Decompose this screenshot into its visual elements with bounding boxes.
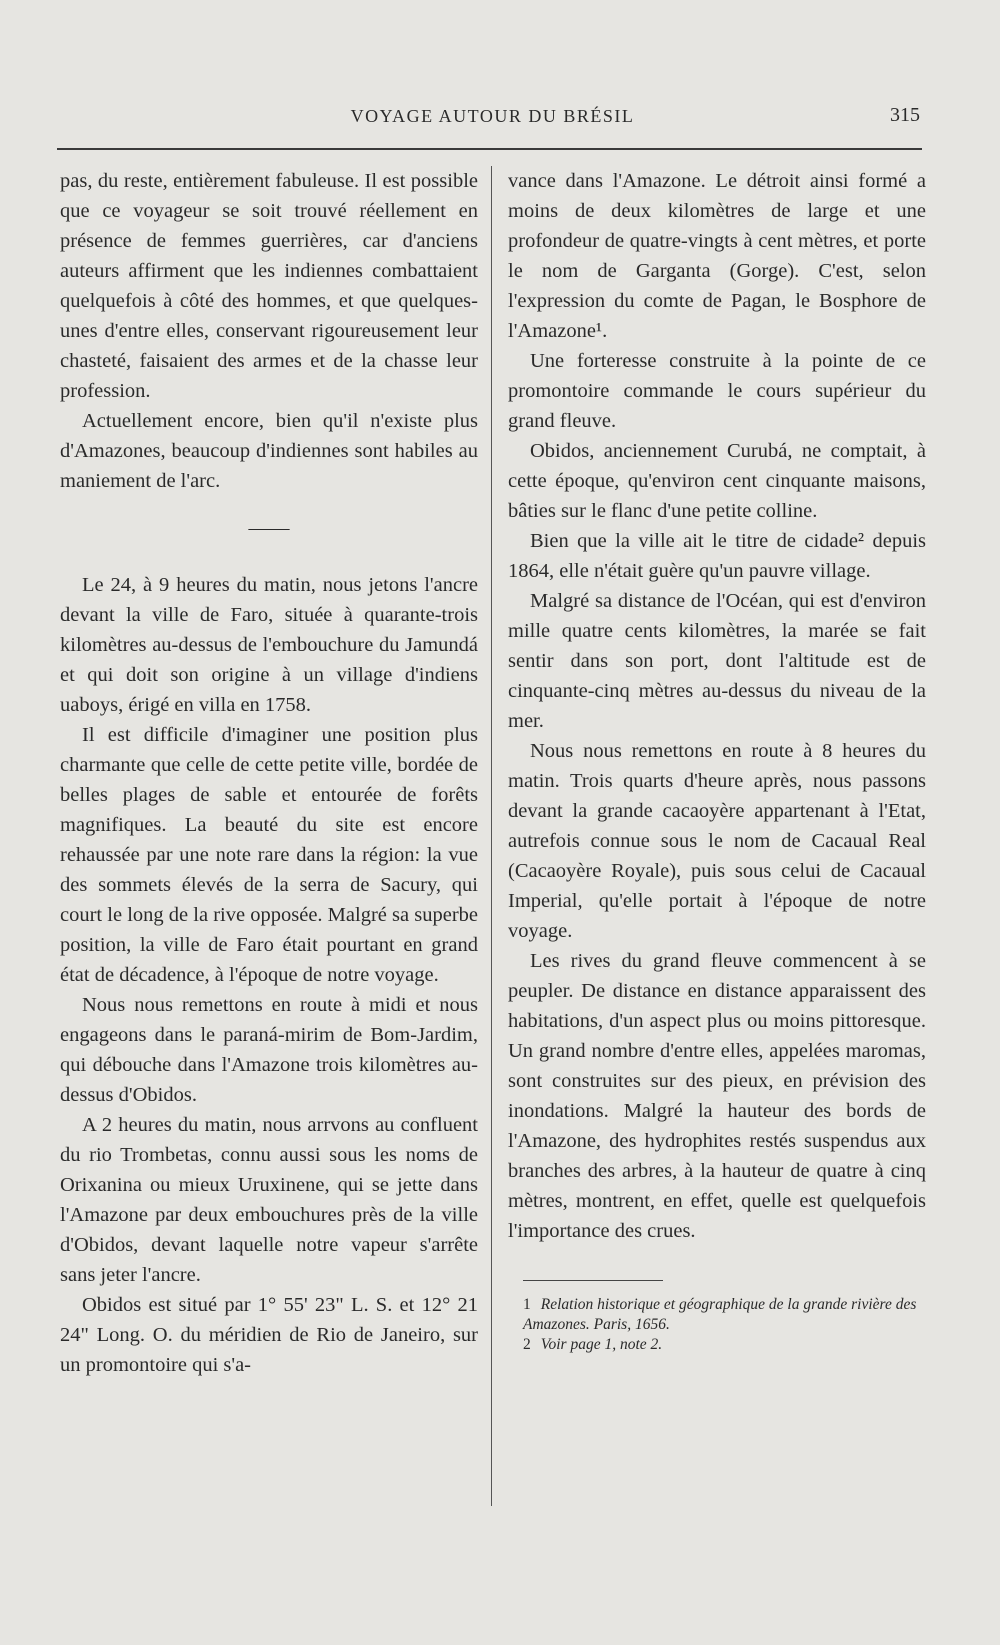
paragraph: Les rives du grand fleuve commencent à se peupler. De distance en distance apparaissent des habitations, d'un aspect plus ou moins pittoresque. Un grand nombre d'entre elles, appelées maromas, sont construites sur des pieux, en prévision des inondations. Malgré la hauteur des bords de l'Amazone, des hydrophites restés suspendus aux branches des arbres, à la hauteur de quatre à cinq mètres, montrent, en effet, quelle est quelquefois l'importance des crues. (508, 950, 926, 1242)
right-column (508, 166, 926, 1355)
paragraph: A 2 heures du matin, nous arrvons au confluent du rio Trombetas, connu aussi sous les noms de Orixanina ou mieux Uruxinene, qui se jette dans l'Amazone par deux embouchures près de la ville d'Obidos, devant laquelle notre vapeur s'arrête sans jeter l'ancre. (60, 1114, 478, 1286)
paragraph: Malgré sa distance de l'Océan, qui est d'environ mille quatre cents kilomètres, la marée se fait sentir dans son port, dont l'altitude est de cinquante-cinq mètres au-dessus du niveau de la mer. (508, 590, 926, 732)
footnote-rule (523, 1280, 663, 1281)
paragraph: Obidos, anciennement Curubá, ne comptait, à cette époque, qu'environ cent cinquante maisons, bâties sur le flanc d'une petite colline. (508, 440, 926, 522)
paragraph: Actuellement encore, bien qu'il n'existe plus d'Amazones, beaucoup d'indiennes sont habiles au maniement de l'arc. (60, 410, 478, 492)
footnote-text: Relation historique et géographique de la grande rivière des Amazones. Paris, 1656. (523, 1296, 917, 1333)
paragraph: vance dans l'Amazone. Le détroit ainsi formé a moins de deux kilomètres de large et une profondeur de quatre-vingts à cent mètres, et porte le nom de Garganta (Gorge). C'est, selon l'expression du comte de Pagan, le Bosphore de l'Amazone¹. (508, 170, 926, 342)
paragraph: Une forteresse construite à la pointe de ce promontoire commande le cours supérieur du grand fleuve. (508, 350, 926, 432)
paragraph: Nous nous remettons en route à 8 heures du matin. Trois quarts d'heure après, nous passons devant la grande cacaoyère appartenant à l'Etat, autrefois connue sous le nom de Cacaual Real (Cacaoyère Royale), puis sous celui de Cacaual Imperial, qu'elle portait à l'époque de notre voyage. (508, 740, 926, 942)
paragraph: Obidos est situé par 1° 55' 23" L. S. et 12° 21 24" Long. O. du méridien de Rio de Janeiro, sur un promontoire qui s'a- (60, 1294, 478, 1376)
column-divider (491, 166, 492, 1506)
paragraph: Nous nous remettons en route à midi et nous engageons dans le paraná-mirim de Bom-Jardim, qui débouche dans l'Amazone trois kilomètres au-dessus d'Obidos. (60, 994, 478, 1106)
paragraph: Il est difficile d'imaginer une position plus charmante que celle de cette petite ville, bordée de belles plages de sable et entourée de forêts magnifiques. La beauté du site est encore rehaussée par une note rare dans la région: la vue des sommets élevés de la serra de Sacury, qui court le long de la rive opposée. Malgré sa superbe position, la ville de Faro était pourtant en grand état de décadence, à l'époque de notre voyage. (60, 724, 478, 986)
paragraph: Bien que la ville ait le titre de cidade² depuis 1864, elle n'était guère qu'un pauvre village. (508, 530, 926, 582)
footnote-text: Voir page 1, note 2. (540, 1336, 663, 1353)
footnote-ref: 1 (523, 1296, 531, 1313)
header-rule (57, 148, 922, 150)
section-break: —— (248, 517, 290, 539)
running-head (0, 106, 1000, 136)
footnote-ref: 2 (523, 1336, 531, 1353)
footnote (523, 1335, 926, 1355)
left-column (60, 166, 478, 1380)
paragraph: Le 24, à 9 heures du matin, nous jetons l'ancre devant la ville de Faro, située à quarante-trois kilomètres au-dessus de l'embouchure du Jamundá et qui doit son origine à un village d'indiens uaboys, érigé en villa en 1758. (60, 574, 478, 716)
paragraph: pas, du reste, entièrement fabuleuse. Il est possible que ce voyageur se soit trouvé réellement en présence de femmes guerrières, car d'anciens auteurs affirment que les indiennes combattaient quelquefois à côté des hommes, et que quelques-unes d'entre elles, conservant rigoureusement leur chasteté, faisaient des armes et de la chasse leur profession. (60, 170, 478, 402)
footnote (523, 1295, 926, 1335)
page-number: 315 (890, 104, 920, 126)
footnotes (508, 1295, 926, 1355)
running-title: VOYAGE AUTOUR DU BRÉSIL (350, 106, 635, 126)
